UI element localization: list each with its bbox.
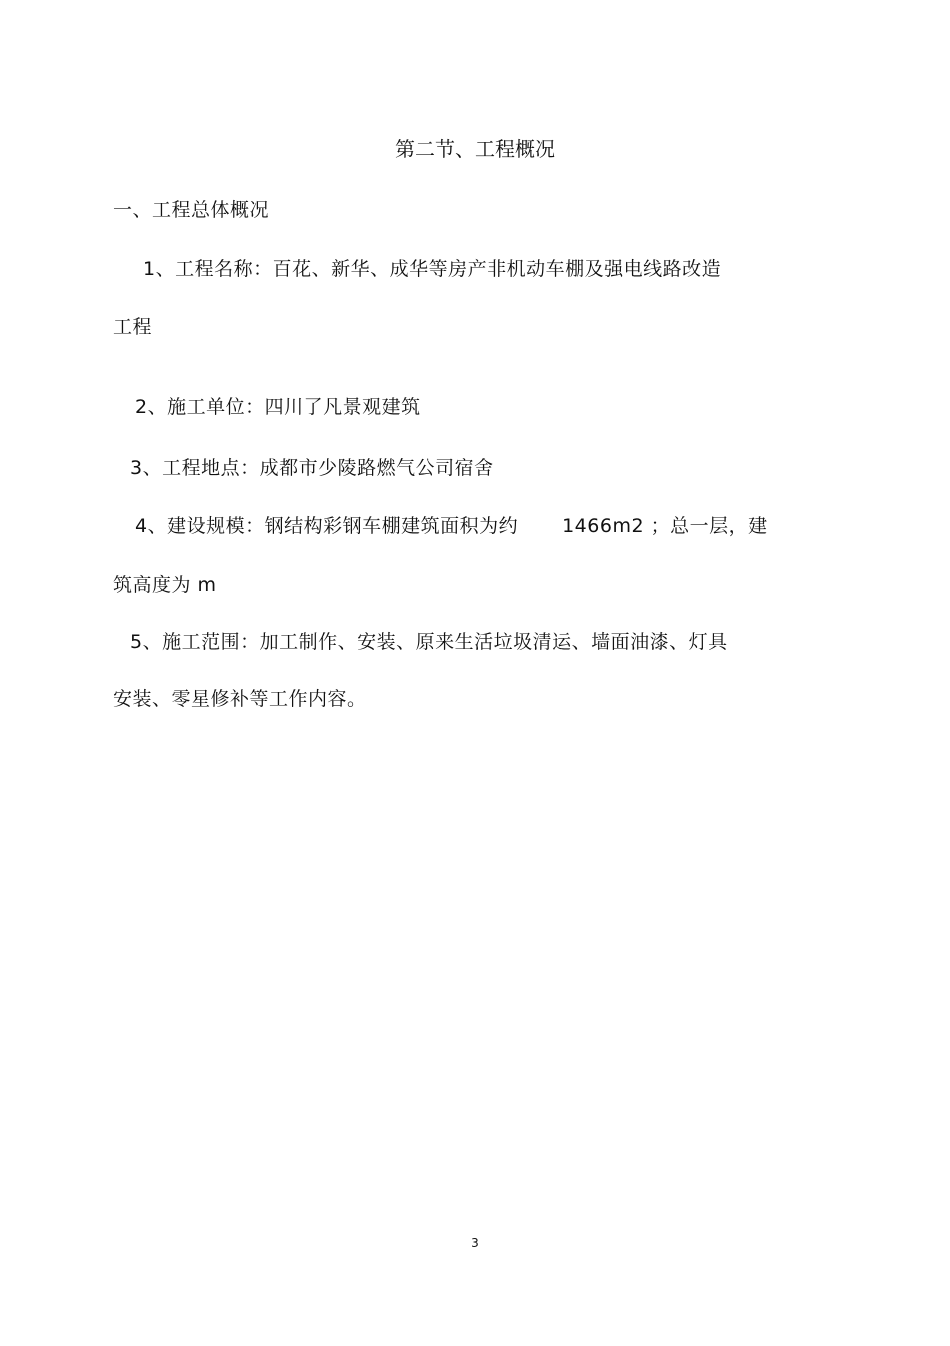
item-1-line-1: 1、工程名称：百花、新华、成华等房产非机动车棚及强电线路改造 (143, 258, 722, 280)
item-5-line-1: 5、施工范围：加工制作、安装、原来生活垃圾清运、墙面油漆、灯具 (130, 631, 728, 653)
item-2-line-1: 2、施工单位：四川了凡景观建筑 (135, 396, 421, 418)
section-title: 第二节、工程概况 (395, 137, 555, 161)
item-4-line-1 (135, 514, 768, 538)
heading-overview: 一、工程总体概况 (113, 199, 270, 221)
item-4-line-1-a: 4、建设规模：钢结构彩钢车棚建筑面积为约 (135, 515, 519, 537)
item-4-line-2: 筑高度为 m (113, 574, 217, 596)
item-3-line-1: 3、工程地点：成都市少陵路燃气公司宿舍 (130, 457, 494, 479)
item-4-line-1-b: 1466m2 ；总一层，建 (562, 515, 768, 537)
page-number: 3 (471, 1236, 479, 1250)
item-5-line-2: 安装、零星修补等工作内容。 (113, 688, 367, 710)
item-1-line-2: 工程 (113, 316, 153, 338)
